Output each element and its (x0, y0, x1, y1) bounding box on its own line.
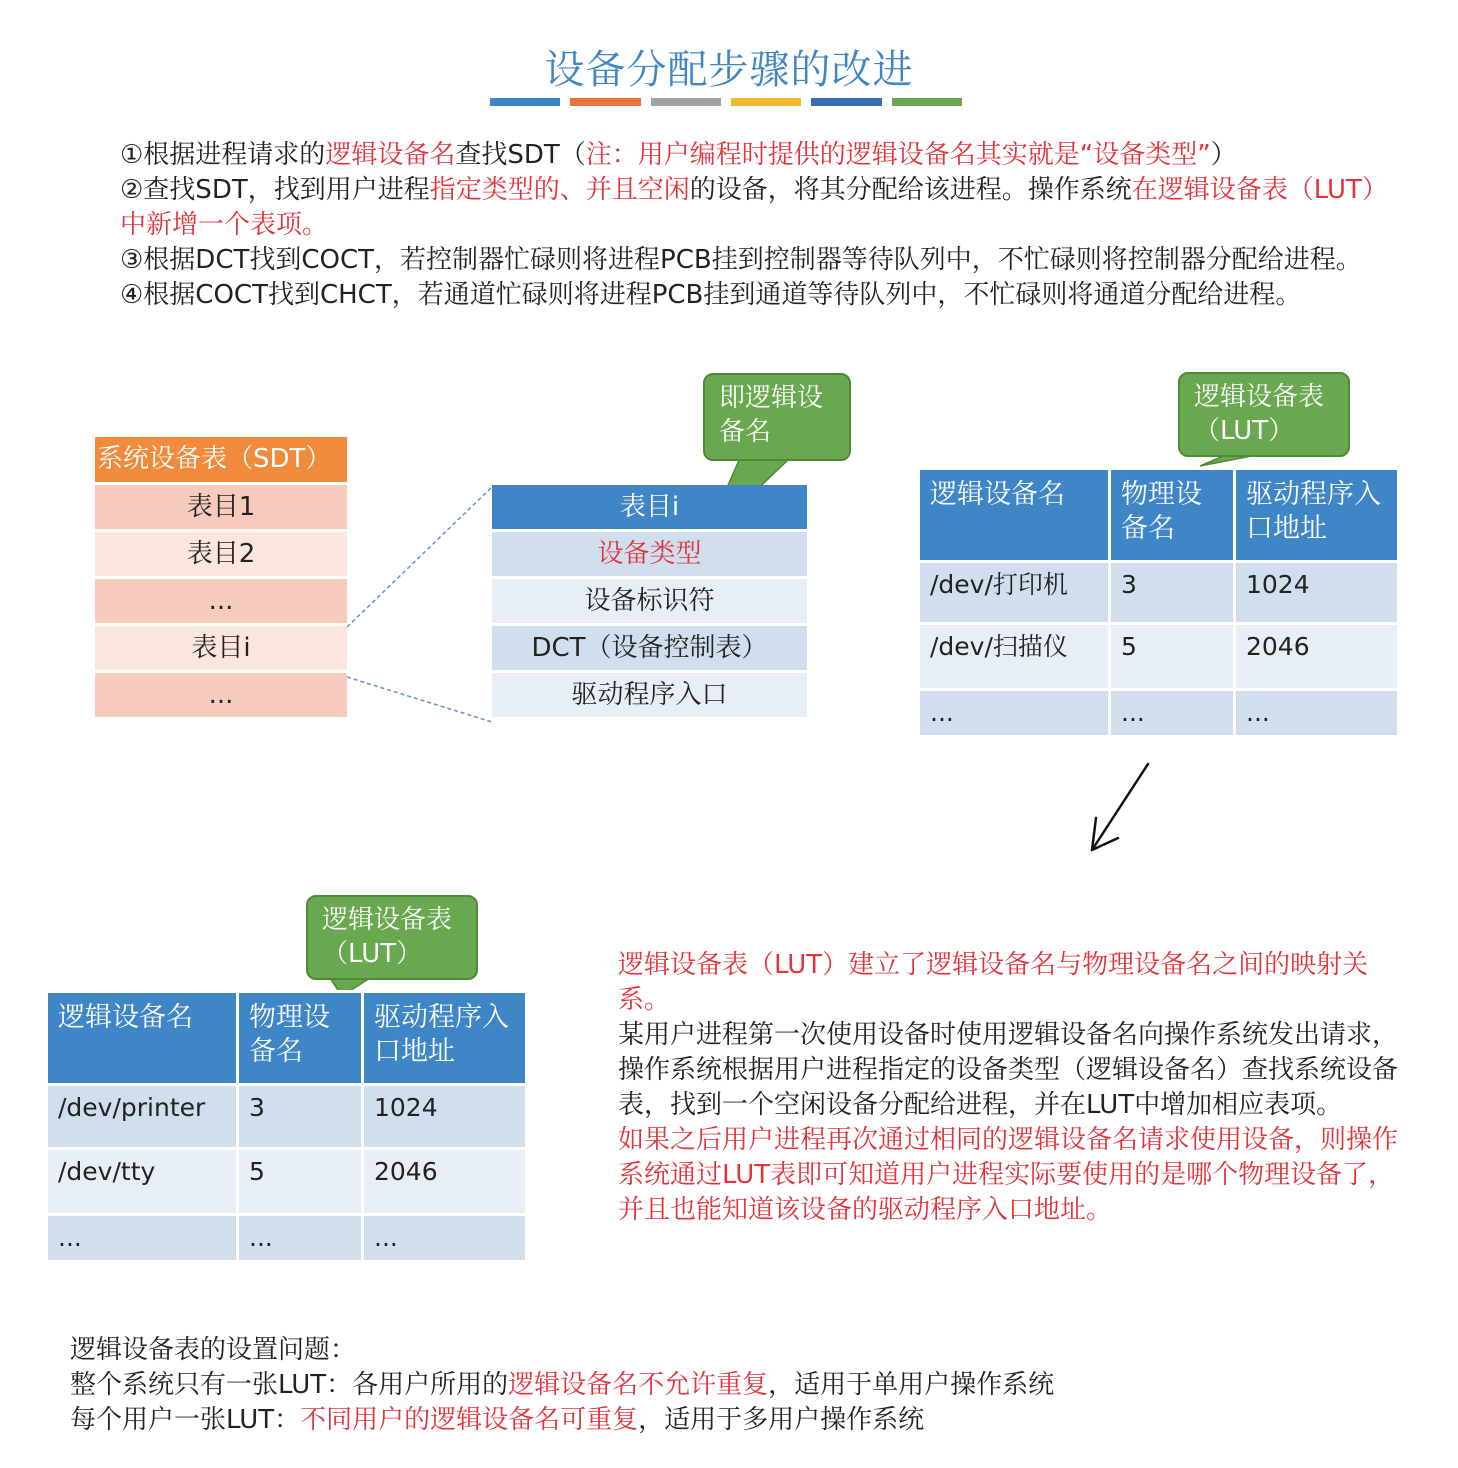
step-3: ③根据DCT找到COCT，若控制器忙碌则将进程PCB挂到控制器等待队列中，不忙碌则将控制器分配给进程。 (120, 245, 1362, 275)
lut-header-driver-address: 驱动程序入口地址 (1235, 469, 1399, 562)
callout-lut-1: 逻辑设备表（LUT） (1178, 372, 1350, 457)
lut-header-driver-address: 驱动程序入口地址 (363, 992, 527, 1085)
lut-cell: /dev/扫描仪 (919, 624, 1110, 690)
lut-cell: /dev/tty (47, 1149, 238, 1215)
bottom-line-1: 逻辑设备表的设置问题： (70, 1335, 357, 1365)
lut-table-2 (45, 990, 528, 1263)
sdt-row: 表目2 (95, 532, 347, 579)
lut-header-logical-name: 逻辑设备名 (47, 992, 238, 1085)
bottom-highlight: 逻辑设备名不允许重复 (508, 1370, 769, 1400)
lut-cell: 3 (238, 1085, 363, 1149)
sdt-row: ... (95, 673, 347, 720)
lut-cell: ... (238, 1215, 363, 1262)
lut-cell: 5 (1110, 624, 1235, 690)
lut-cell: ... (1110, 690, 1235, 737)
bottom-text: 整个系统只有一张LUT：各用户所用的 (70, 1370, 509, 1400)
lut-table-1 (917, 467, 1400, 738)
entry-row: DCT（设备控制表） (492, 626, 807, 673)
lut-cell: ... (919, 690, 1110, 737)
bottom-text: 每个用户一张LUT： (70, 1405, 301, 1435)
sdt-row: ... (95, 579, 347, 626)
entry-row: 设备标识符 (492, 579, 807, 626)
step-1-text: 查找SDT（ (455, 140, 586, 170)
sdt-entry-table (492, 485, 807, 720)
lut-cell: /dev/printer (47, 1085, 238, 1149)
entry-header: 表目i (492, 485, 807, 532)
sdt-row: 表目1 (95, 485, 347, 532)
desc-paragraph-1: 逻辑设备表（LUT）建立了逻辑设备名与物理设备名之间的映射关系。 (618, 950, 1369, 1015)
lut-header-physical-name: 物理设备名 (1110, 469, 1235, 562)
lut-setup-notes (70, 1333, 1370, 1438)
lut-cell: 2046 (1235, 624, 1399, 690)
desc-paragraph-2: 某用户进程第一次使用设备时使用逻辑设备名向操作系统发出请求，操作系统根据用户进程指定的设备类型（逻辑设备名）查找系统设备表，找到一个空闲设备分配给进程，并在LUT中增加相应表项。 (618, 1020, 1399, 1120)
desc-paragraph-3: 如果之后用户进程再次通过相同的逻辑设备名请求使用设备，则操作系统通过LUT表即可知道用户进程实际要使用的是哪个物理设备了，并且也能知道该设备的驱动程序入口地址。 (618, 1125, 1399, 1225)
lut-cell: ... (1235, 690, 1399, 737)
dashed-connector-bottom (347, 677, 492, 722)
entry-row-device-type: 设备类型 (492, 532, 807, 579)
bottom-text: ，适用于单用户操作系统 (768, 1370, 1055, 1400)
entry-row: 驱动程序入口 (492, 673, 807, 720)
page-title: 设备分配步骤的改进 (544, 47, 914, 93)
lut-header-logical-name: 逻辑设备名 (919, 469, 1110, 562)
callout-lut-2: 逻辑设备表（LUT） (306, 895, 478, 980)
bottom-highlight: 不同用户的逻辑设备名可重复 (300, 1405, 639, 1435)
lut-cell: ... (363, 1215, 527, 1262)
step-1-text: ①根据进程请求的 (120, 140, 326, 170)
bottom-line-2 (70, 1368, 1370, 1403)
sdt-header: 系统设备表（SDT） (95, 437, 347, 485)
step-2-text: 的设备，将其分配给该进程。操作系统 (689, 175, 1132, 205)
lut-description (618, 948, 1408, 1228)
bottom-text: ，适用于多用户操作系统 (638, 1405, 925, 1435)
bottom-line-3 (70, 1403, 1370, 1438)
step-2-highlight: 在逻辑设备表（LUT）中新增一个表项。 (120, 175, 1388, 240)
step-4: ④根据COCT找到CHCT，若通道忙碌则将进程PCB挂到通道等待队列中，不忙碌则将通道分配给进程。 (120, 280, 1302, 310)
step-2-text: ②查找SDT，找到用户进程 (120, 175, 430, 205)
lut-cell: 1024 (1235, 562, 1399, 624)
callout-logical-name: 即逻辑设备名 (703, 373, 851, 461)
lut-cell: 1024 (363, 1085, 527, 1149)
lut-cell: 3 (1110, 562, 1235, 624)
lut-cell: ... (47, 1215, 238, 1262)
step-1-highlight: 逻辑设备名 (325, 140, 456, 170)
sdt-table (95, 437, 347, 720)
lut-cell: 5 (238, 1149, 363, 1215)
sdt-row: 表目i (95, 626, 347, 673)
step-2-highlight: 指定类型的、并且空闲 (429, 175, 690, 205)
step-1-text: ） (1210, 140, 1237, 170)
lut-cell: 2046 (363, 1149, 527, 1215)
arrow-down-left-icon (1092, 764, 1148, 850)
dashed-connector-top (347, 487, 492, 627)
lut-header-physical-name: 物理设备名 (238, 992, 363, 1085)
step-1-note: 注：用户编程时提供的逻辑设备名其实就是“设备类型” (585, 140, 1211, 170)
lut-cell: /dev/打印机 (919, 562, 1110, 624)
